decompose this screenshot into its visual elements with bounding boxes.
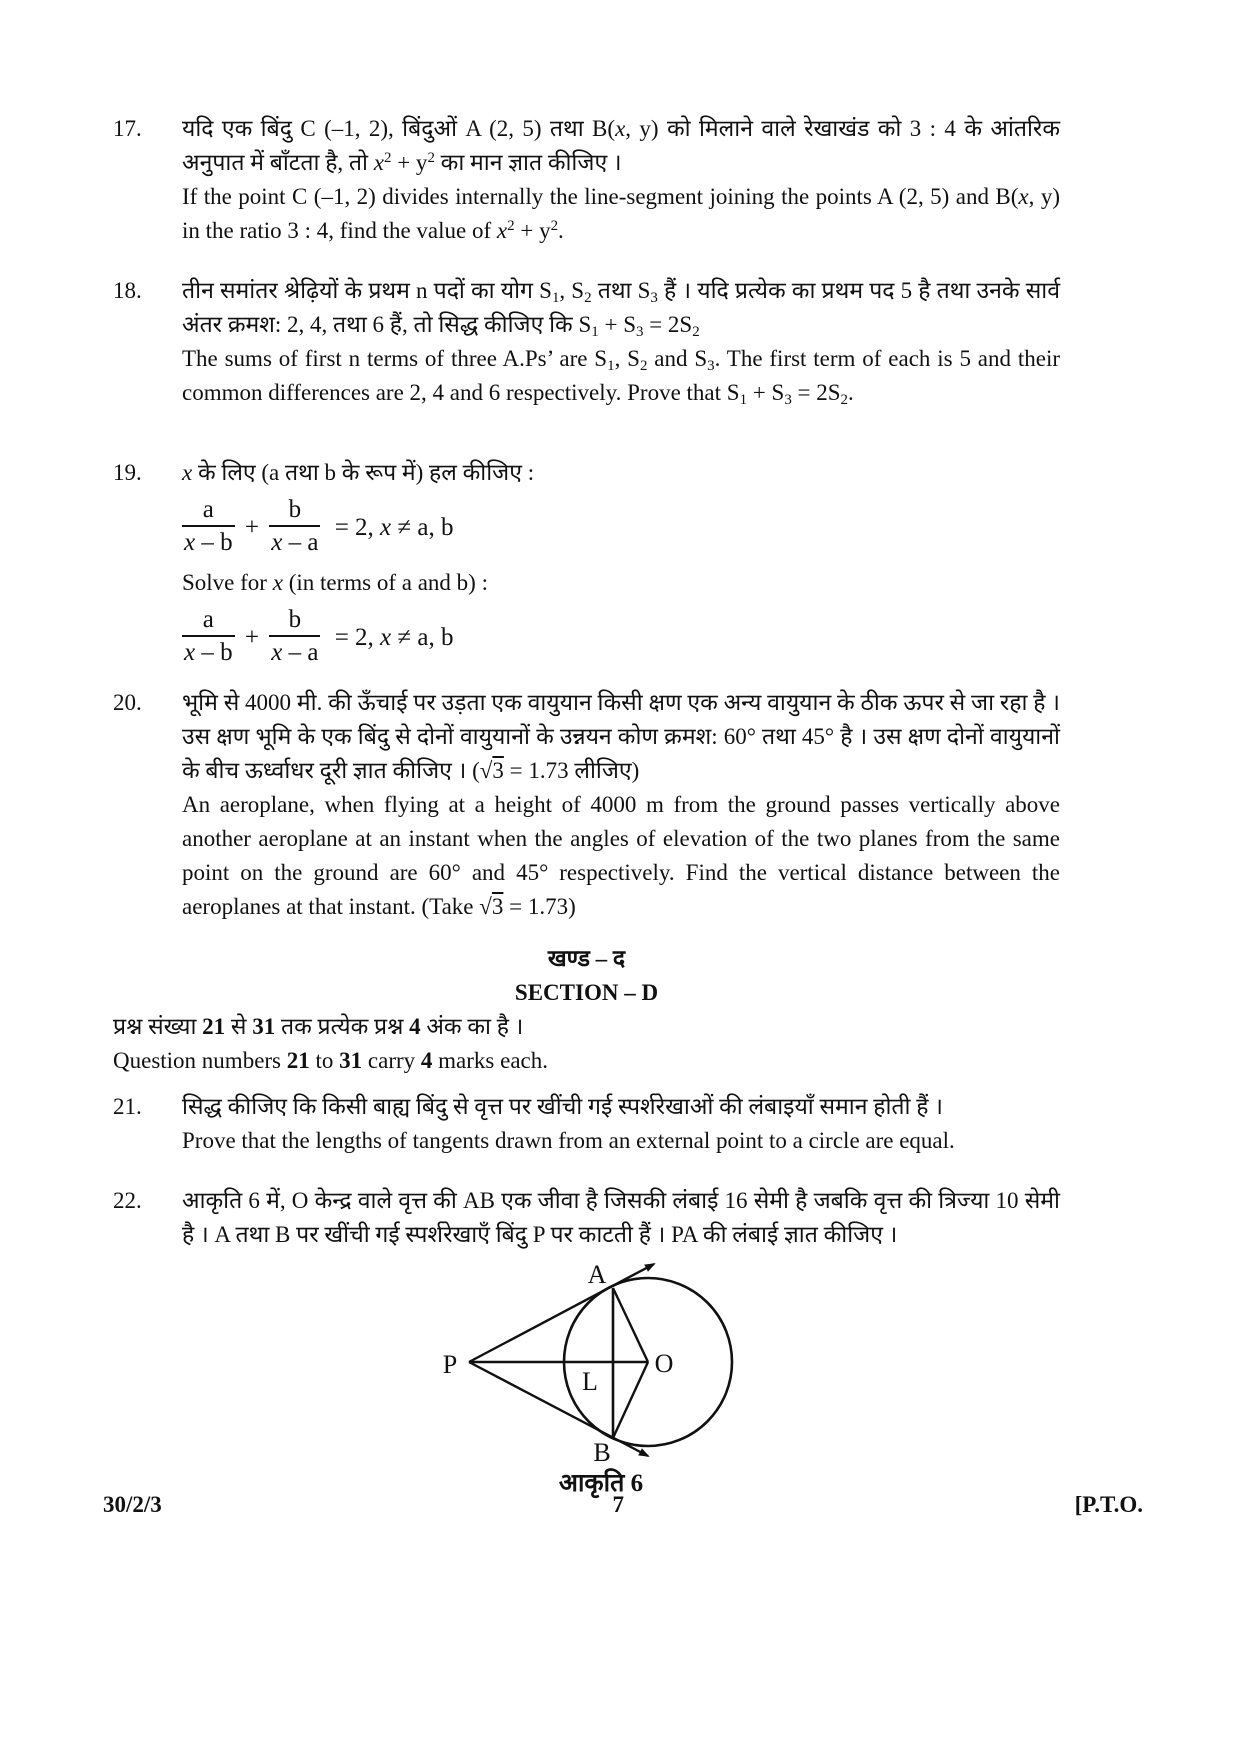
fraction-b-over-x-minus-a: $\frac{b}{x - a}$	[271, 606, 319, 666]
question-17-hindi: यदि एक बिंदु C (–1, 2), बिंदुओं A (2, 5) तथा B(x, y) को मिलाने वाले रेखाखंड को 3 : 4 के आंतरिक अनुपात में बाँटता है, तो $x^2 + y^2$ का मान ज्ञात कीजिए ।	[182, 116, 1061, 175]
question-20	[113, 686, 1060, 924]
plus-operator: +	[244, 513, 259, 541]
plus-operator: +	[244, 623, 259, 651]
question-19-equation-english	[182, 606, 1060, 669]
page-number: 7	[612, 1492, 624, 1517]
question-20-english: An aeroplane, when flying at a height of 4000 m from the ground passes vertically above another aeroplane at an instant when the angles of elevation of the two planes from the same point on the ground are 60° and 45° respectively. Find the vertical distance between the aeroplanes at that instant. (Take √3 = 1.73)	[182, 792, 1060, 919]
question-19-body	[182, 456, 1060, 676]
label-point-b: B	[593, 1438, 611, 1467]
question-19-hindi-intro: x के लिए (a तथा b के रूप में) हल कीजिए :	[182, 460, 535, 485]
question-18	[113, 274, 1060, 410]
equation-right-hand-side: = 2, x ≠ a, b	[334, 513, 454, 541]
radius-oa	[613, 1288, 648, 1362]
question-22-body	[182, 1184, 1060, 1498]
question-18-number: 18.	[113, 278, 142, 303]
label-point-o: O	[654, 1349, 674, 1378]
question-21	[113, 1090, 1060, 1158]
question-18-hindi: तीन समांतर श्रेढ़ियों के प्रथम n पदों का योग $S_1$, $S_2$ तथा $S_3$ हैं । यदि प्रत्येक का प्रथम पद 5 है तथा उनके सार्व अंतर क्रमश: 2, 4, तथा 6 हैं, तो सिद्ध कीजिए कि $S_1 + S_3 = 2S_2$	[182, 278, 1060, 341]
label-point-l: L	[582, 1367, 598, 1396]
page-footer	[103, 1492, 1143, 1518]
question-17-body	[182, 112, 1060, 248]
section-note-hindi: प्रश्न संख्या 21 से 31 तक प्रत्येक प्रश्न 4 अंक का है ।	[113, 1014, 524, 1039]
section-title-hindi: खण्ड – द	[547, 946, 626, 971]
fraction-a-over-x-minus-b: $\frac{a}{x - b}$	[184, 496, 233, 556]
section-note-english: Question numbers 21 to 31 carry 4 marks each.	[113, 1048, 548, 1073]
circle-tangents-diagram	[386, 1254, 856, 1468]
question-21-number: 21.	[113, 1094, 142, 1119]
question-17	[113, 112, 1060, 248]
label-point-a: A	[587, 1260, 607, 1289]
question-22	[113, 1184, 1060, 1498]
fraction-b-over-x-minus-a: $\frac{b}{x - a}$	[271, 496, 319, 556]
question-22-hindi: आकृति 6 में, O केन्द्र वाले वृत्त की AB एक जीवा है जिसकी लंबाई 16 सेमी है जबकि वृत्त की त्रिज्या 10 सेमी है । A तथा B पर खींची गई स्पर्शरेखाएँ बिंदु P पर काटती हैं । PA की लंबाई ज्ञात कीजिए ।	[182, 1188, 1060, 1247]
pto-label: [P.T.O.	[1074, 1492, 1143, 1517]
question-22-number: 22.	[113, 1188, 142, 1213]
question-19-equation-hindi	[182, 496, 1060, 559]
question-17-english: If the point C (–1, 2) divides internally the line-segment joining the points A (2, 5) and B(x, y) in the ratio 3 : 4, find the value of $x^2 + y^2$.	[182, 184, 1060, 243]
question-19-number: 19.	[113, 460, 142, 485]
page-content	[113, 0, 1060, 1498]
figure-caption: आकृति 6	[558, 1470, 644, 1497]
paper-code: 30/2/3	[103, 1492, 162, 1517]
tangent-line-pb	[469, 1362, 648, 1456]
question-20-hindi: भूमि से 4000 मी. की ऊँचाई पर उड़ता एक वायुयान किसी क्षण एक अन्य वायुयान के ठीक ऊपर से जा रहा है । उस क्षण भूमि के एक बिंदु से दोनों वायुयानों के उन्नयन कोण क्रमश: 60° तथा 45° है । उस क्षण दोनों वायुयानों के बीच ऊर्ध्वाधर दूरी ज्ञात कीजिए । (√3 = 1.73 लीजिए)	[182, 690, 1060, 783]
question-18-english: The sums of first n terms of three A.Ps’ are $S_1$, $S_2$ and $S_3$. The first term of each is 5 and their common differences are 2, 4 and 6 respectively. Prove that $S_1 + S_3 = 2S_2$.	[182, 346, 1061, 409]
radius-ob	[613, 1362, 648, 1438]
figure-6	[386, 1254, 856, 1498]
question-21-english: Prove that the lengths of tangents drawn from an external point to a circle are equal.	[182, 1128, 955, 1153]
section-title-english: SECTION – D	[514, 980, 659, 1005]
tangent-line-pa	[469, 1264, 654, 1362]
question-21-hindi: सिद्ध कीजिए कि किसी बाह्य बिंदु से वृत्त पर खींची गई स्पर्शरेखाओं की लंबाइयाँ समान होती हैं ।	[182, 1094, 943, 1119]
question-19-english-intro: Solve for x (in terms of a and b) :	[182, 570, 488, 595]
question-20-number: 20.	[113, 690, 142, 715]
label-point-p: P	[442, 1350, 458, 1379]
question-20-body	[182, 686, 1060, 924]
section-note	[113, 1010, 1060, 1078]
question-19	[113, 456, 1060, 676]
question-21-body	[182, 1090, 1060, 1158]
question-18-body	[182, 274, 1060, 410]
equation-right-hand-side: = 2, x ≠ a, b	[334, 623, 454, 651]
fraction-a-over-x-minus-b: $\frac{a}{x - b}$	[184, 606, 233, 666]
question-17-number: 17.	[113, 116, 142, 141]
